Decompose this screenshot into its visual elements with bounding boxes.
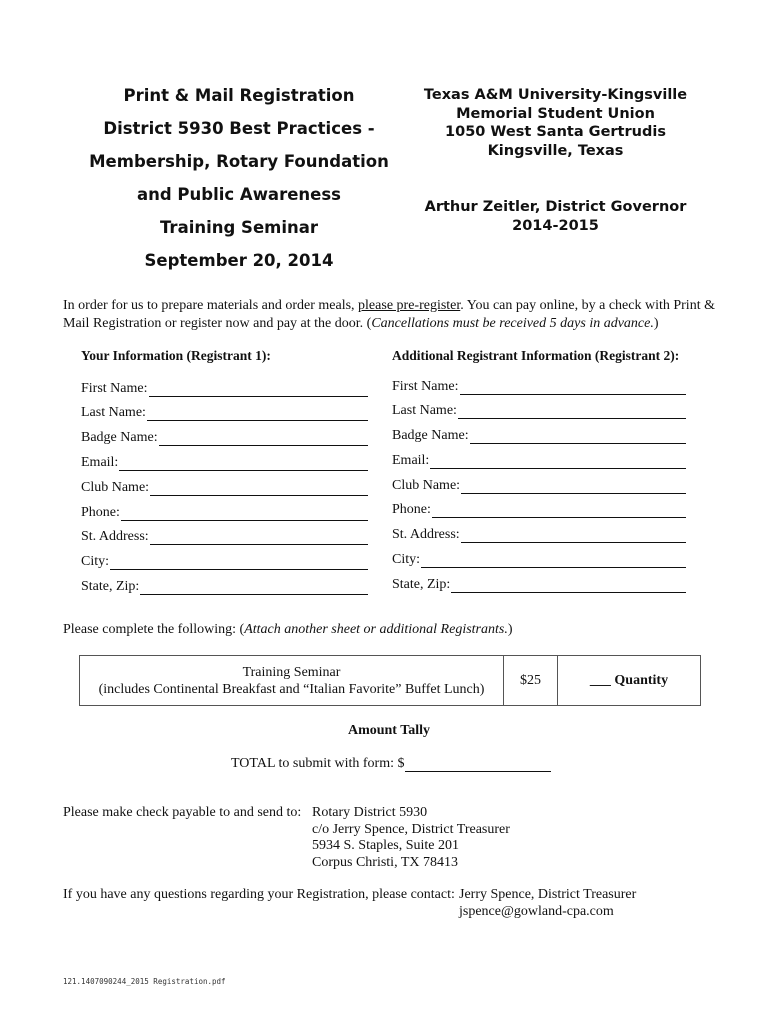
r1-street-address-label: St. Address:	[81, 529, 149, 544]
title-line-2: District 5930 Best Practices -	[103, 119, 375, 138]
contact-email: jspence@gowland-cpa.com	[459, 903, 614, 919]
r2-first-name-label: First Name:	[392, 379, 459, 394]
r1-club-name-field[interactable]	[81, 480, 368, 496]
venue-line-1: Texas A&M University-Kingsville	[423, 87, 688, 103]
registrant-2-heading: Additional Registrant Information (Registrant 2):	[392, 348, 680, 363]
r1-badge-name-field[interactable]	[81, 430, 368, 446]
r1-first-name-field[interactable]	[81, 381, 368, 397]
fee-item-cell	[80, 656, 504, 706]
r2-club-name-label: Club Name:	[392, 478, 461, 493]
r2-last-name-field[interactable]	[392, 403, 686, 419]
governor-term: 2014-2015	[512, 217, 599, 234]
r2-state-zip-field[interactable]	[392, 577, 686, 593]
r1-last-name-label: Last Name:	[81, 405, 146, 420]
pre-register-link[interactable]: please pre-register	[358, 298, 461, 313]
r1-state-zip-input[interactable]	[140, 580, 368, 595]
r1-first-name-input[interactable]	[149, 382, 369, 397]
r2-badge-name-label: Badge Name:	[392, 428, 469, 443]
r2-street-address-input[interactable]	[461, 528, 686, 543]
intro-text-2: . You can pay online, by a check with Print & Mail Registration or register now and pay at the door. (	[63, 298, 715, 331]
amount-tally-title: Amount Tally	[347, 723, 431, 738]
fee-table	[79, 655, 701, 706]
instructions-close: )	[507, 622, 513, 637]
r1-club-name-input[interactable]	[150, 481, 368, 496]
r1-last-name-input[interactable]	[147, 406, 368, 421]
r1-phone-input[interactable]	[121, 506, 368, 521]
r1-street-address-field[interactable]	[81, 529, 368, 545]
r1-email-field[interactable]	[81, 455, 368, 471]
instructions-text: Please complete the following: (	[63, 622, 245, 637]
contact-name: Jerry Spence, District Treasurer	[459, 887, 637, 902]
r1-email-label: Email:	[81, 455, 119, 470]
fee-item-description: (includes Continental Breakfast and “Italian Favorite” Buffet Lunch)	[98, 681, 485, 697]
r2-phone-label: Phone:	[392, 502, 431, 517]
r1-street-address-input[interactable]	[150, 530, 368, 545]
fee-price-cell: $25	[504, 656, 558, 706]
event-date: September 20, 2014	[144, 251, 334, 270]
title-line-5: Training Seminar	[159, 218, 318, 237]
total-input[interactable]	[405, 757, 551, 772]
fee-quantity-cell[interactable]: ___ Quantity	[558, 656, 701, 706]
r2-first-name-field[interactable]	[392, 379, 686, 395]
venue-line-3: 1050 West Santa Gertrudis	[445, 124, 666, 141]
instructions-italic: Attach another sheet or additional Registrants.	[244, 622, 508, 637]
payable-label: Please make check payable to and send to:	[63, 805, 302, 820]
payable-address-line-4: Corpus Christi, TX 78413	[312, 854, 458, 870]
intro-paragraph	[63, 297, 723, 333]
payable-address-line-1: Rotary District 5930	[312, 805, 428, 820]
total-field[interactable]	[231, 756, 551, 772]
contact-info	[459, 887, 636, 920]
payable-address	[312, 805, 510, 871]
r1-badge-name-label: Badge Name:	[81, 430, 158, 445]
r1-badge-name-input[interactable]	[159, 431, 368, 446]
registrant-1-heading: Your Information (Registrant 1):	[81, 348, 271, 363]
r1-state-zip-field[interactable]	[81, 579, 368, 595]
instructions	[63, 622, 513, 638]
r2-city-input[interactable]	[421, 553, 686, 568]
r1-city-field[interactable]	[81, 554, 368, 570]
contact-label: If you have any questions regarding your Registration, please contact:	[63, 887, 455, 902]
r1-phone-field[interactable]	[81, 505, 368, 521]
r1-state-zip-label: State, Zip:	[81, 579, 140, 594]
r1-last-name-field[interactable]	[81, 405, 368, 421]
r2-state-zip-label: State, Zip:	[392, 577, 451, 592]
fee-row	[80, 656, 701, 706]
r2-city-field[interactable]	[392, 552, 686, 568]
r1-city-input[interactable]	[110, 555, 368, 570]
r1-email-input[interactable]	[119, 456, 368, 471]
file-footer: 121.1407090244_2015 Registration.pdf	[63, 977, 226, 986]
r1-city-label: City:	[81, 554, 110, 569]
payable-address-line-2: c/o Jerry Spence, District Treasurer	[312, 821, 510, 837]
title-line-1: Print & Mail Registration	[123, 86, 355, 105]
r2-email-label: Email:	[392, 453, 430, 468]
title-line-4: and Public Awareness	[137, 185, 341, 204]
r2-phone-input[interactable]	[432, 503, 686, 518]
governor-name: Arthur Zeitler, District Governor	[424, 199, 687, 216]
r2-badge-name-field[interactable]	[392, 428, 686, 444]
payable-address-line-3: 5934 S. Staples, Suite 201	[312, 838, 460, 853]
venue-line-4: Kingsville, Texas	[487, 142, 624, 159]
r2-club-name-input[interactable]	[461, 479, 686, 494]
r2-email-field[interactable]	[392, 453, 686, 469]
r1-club-name-label: Club Name:	[81, 480, 150, 495]
r2-club-name-field[interactable]	[392, 478, 686, 494]
r2-first-name-input[interactable]	[460, 380, 687, 395]
r2-state-zip-input[interactable]	[451, 578, 686, 593]
total-label: TOTAL to submit with form: $	[231, 756, 405, 771]
r2-phone-field[interactable]	[392, 502, 686, 518]
r1-first-name-label: First Name:	[81, 381, 148, 396]
r2-last-name-label: Last Name:	[392, 403, 457, 418]
intro-text-1: In order for us to prepare materials and order meals,	[63, 298, 359, 313]
r2-city-label: City:	[392, 552, 421, 567]
title-line-3: Membership, Rotary Foundation	[89, 152, 389, 171]
venue-block	[418, 86, 693, 236]
r2-street-address-label: St. Address:	[392, 527, 460, 542]
governor-block	[418, 198, 693, 235]
venue-line-2: Memorial Student Union	[456, 105, 655, 122]
r2-street-address-field[interactable]	[392, 527, 686, 543]
r2-last-name-input[interactable]	[458, 404, 686, 419]
r1-phone-label: Phone:	[81, 505, 120, 520]
r2-email-input[interactable]	[430, 454, 686, 469]
cancellation-note: Cancellations must be received 5 days in advance.	[371, 316, 654, 331]
intro-text-3: )	[653, 316, 659, 331]
form-title-block	[80, 84, 398, 282]
fee-item-name: Training Seminar	[242, 664, 341, 680]
r2-badge-name-input[interactable]	[470, 429, 686, 444]
